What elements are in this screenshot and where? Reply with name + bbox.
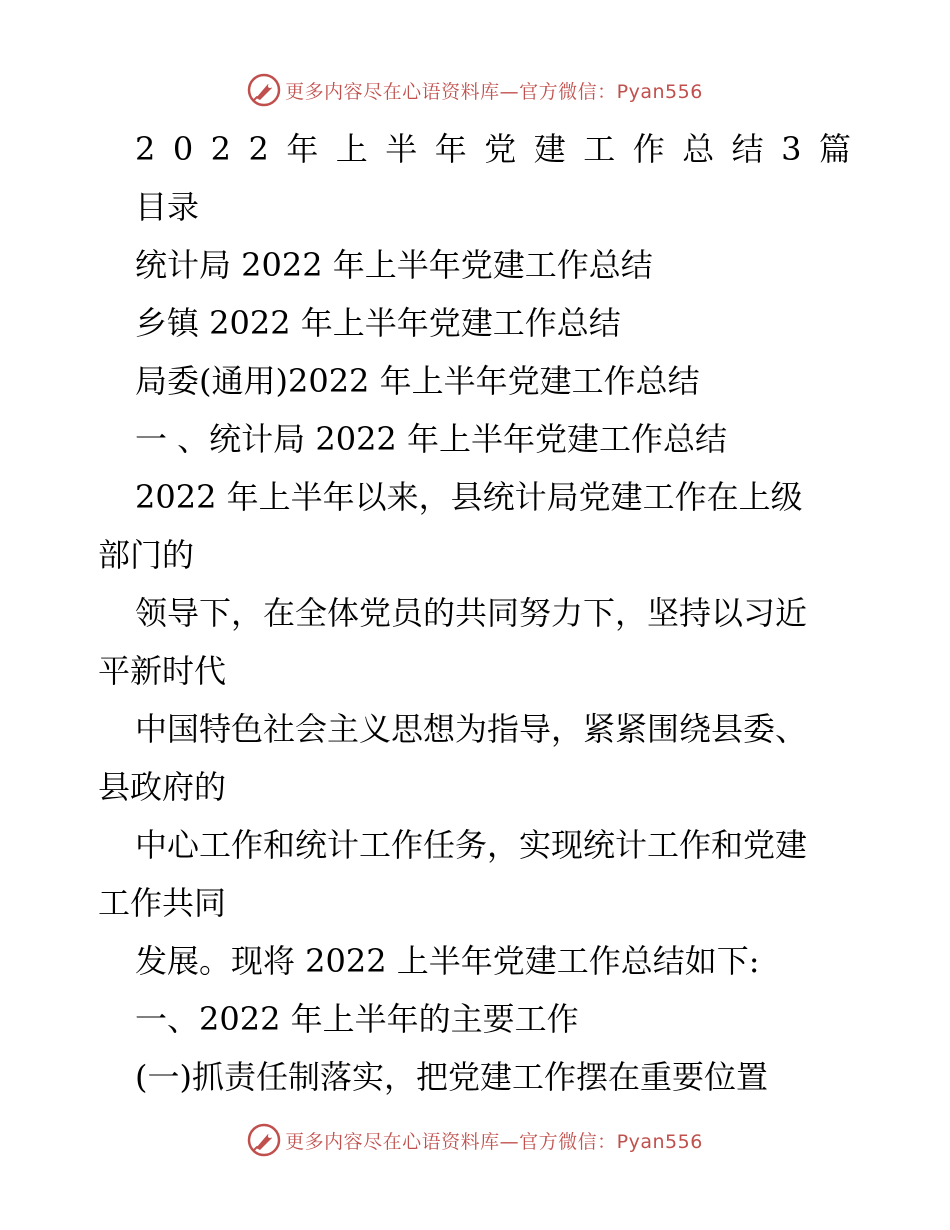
toc-heading: 目录 xyxy=(135,188,200,226)
title-char: 建 xyxy=(533,130,566,168)
header-banner xyxy=(0,70,950,110)
pen-nib-logo-icon xyxy=(247,1123,281,1157)
paragraph-line: 部门的 xyxy=(98,536,195,574)
paragraph-line: 2022 年上半年以来，县统计局党建工作在上级 xyxy=(135,478,803,516)
title-char: 篇 xyxy=(818,130,851,168)
subsection-heading: 一、2022 年上半年的主要工作 xyxy=(135,1000,579,1038)
title-char: 总 xyxy=(682,130,715,168)
title-char: 2 xyxy=(248,130,269,168)
title-char: 党 xyxy=(484,130,517,168)
paragraph-line: 平新时代 xyxy=(98,652,227,690)
title-char: 2 xyxy=(210,130,232,168)
footer-banner-text: 更多内容尽在心语资料库—官方微信：Pyan556 xyxy=(285,1130,703,1153)
title-char: 上 xyxy=(335,130,368,168)
paragraph-line: 县政府的 xyxy=(98,768,227,806)
pen-nib-logo-icon xyxy=(247,73,281,107)
toc-item: 局委(通用)2022 年上半年党建工作总结 xyxy=(135,362,700,400)
paragraph-line: 中国特色社会主义思想为指导，紧紧围绕县委、 xyxy=(135,710,808,748)
title-char: 年 xyxy=(434,130,467,168)
footer-banner xyxy=(0,1120,950,1160)
subsection-heading: (一)抓责任制落实，把党建工作摆在重要位置 xyxy=(135,1058,768,1096)
section-heading: 一 、统计局 2022 年上半年党建工作总结 xyxy=(135,420,727,458)
toc-item: 统计局 2022 年上半年党建工作总结 xyxy=(135,246,653,284)
title-char: 0 xyxy=(172,130,194,168)
title-char: 工 xyxy=(583,130,616,168)
title-char: 作 xyxy=(632,130,665,168)
title-char: 半 xyxy=(385,130,418,168)
paragraph-line: 发展。现将 2022 上半年党建工作总结如下: xyxy=(135,942,760,980)
title-char: 年 xyxy=(286,130,319,168)
title-char: 2 xyxy=(135,130,156,168)
title-char: 结 xyxy=(731,130,764,168)
paragraph-line: 工作共同 xyxy=(98,884,227,922)
paragraph-line: 中心工作和统计工作任务，实现统计工作和党建 xyxy=(135,826,808,864)
header-banner-text: 更多内容尽在心语资料库—官方微信：Pyan556 xyxy=(285,80,703,103)
title-char: 3 xyxy=(781,130,802,168)
document-title xyxy=(135,120,851,178)
toc-item: 乡镇 2022 年上半年党建工作总结 xyxy=(135,304,621,342)
paragraph-line: 领导下，在全体党员的共同努力下，坚持以习近 xyxy=(135,594,808,632)
